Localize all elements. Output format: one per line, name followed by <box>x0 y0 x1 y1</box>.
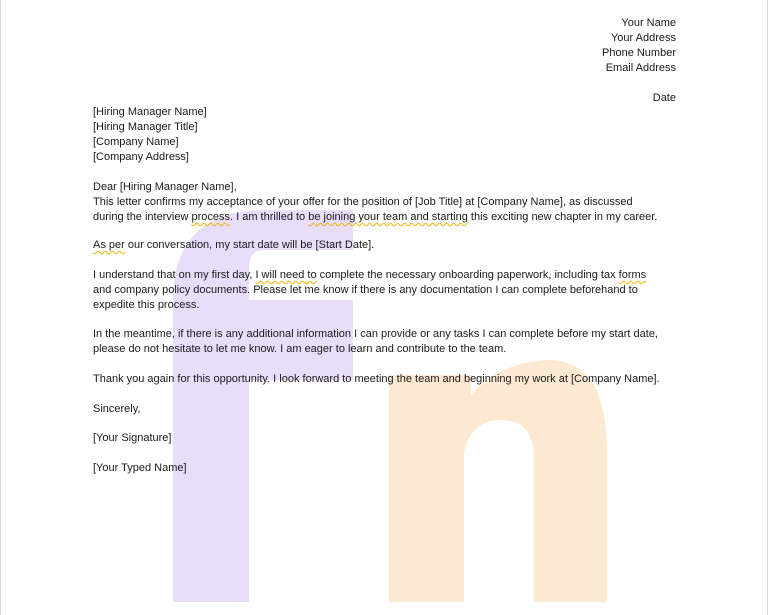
recipient-company-name: [Company Name] <box>93 136 179 148</box>
paragraph4-line2: please do not hesitate to let me know. I am eager to learn and contribute to the team. <box>93 343 507 355</box>
paragraph2 <box>93 238 374 252</box>
text-run: our conversation, my start date will be [Start Date]. <box>124 239 375 251</box>
letter-date: Date <box>652 92 676 104</box>
grammar-flag[interactable]: I will need to <box>255 269 317 281</box>
paragraph1-line2 <box>93 210 657 224</box>
grammar-flag[interactable]: As per <box>93 239 125 251</box>
sender-phone: Phone Number <box>602 47 676 59</box>
grammar-flag[interactable]: be joining your team and starting <box>308 211 468 223</box>
paragraph3-line1 <box>93 268 646 282</box>
text-run: I understand that on my first day, <box>93 269 256 281</box>
text-run: this exciting new chapter in my career. <box>467 211 658 223</box>
text-run: . I am thrilled to <box>229 211 309 223</box>
paragraph1-line1: This letter confirms my acceptance of your offer for the position of [Job Title] at [Company Name], as discussed <box>93 196 633 208</box>
text-run: during the interview <box>93 211 192 223</box>
sender-name: Your Name <box>621 17 676 29</box>
salutation: Dear [Hiring Manager Name], <box>93 181 237 193</box>
grammar-flag[interactable]: forms <box>618 269 647 281</box>
typed-name: [Your Typed Name] <box>93 462 187 474</box>
recipient-manager-name: [Hiring Manager Name] <box>93 106 207 118</box>
sender-email: Email Address <box>605 62 676 74</box>
letter-body <box>1 0 768 615</box>
signature: [Your Signature] <box>93 432 172 444</box>
paragraph3-line2: and company policy documents. Please let me know if there is any documentation I can complete beforehand to <box>93 284 638 296</box>
closing: Sincerely, <box>93 403 141 415</box>
recipient-manager-title: [Hiring Manager Title] <box>93 121 198 133</box>
paragraph3-line3: expedite this process. <box>93 299 200 311</box>
sender-address: Your Address <box>610 32 676 44</box>
recipient-company-address: [Company Address] <box>93 151 189 163</box>
grammar-flag[interactable]: process <box>191 211 230 223</box>
paragraph5: Thank you again for this opportunity. I look forward to meeting the team and beginning my work at [Company Name]. <box>93 373 660 385</box>
text-run: complete the necessary onboarding paperwork, including tax <box>316 269 619 281</box>
paragraph4-line1: In the meantime, if there is any additional information I can provide or any tasks I can complete before my start date, <box>93 328 658 340</box>
